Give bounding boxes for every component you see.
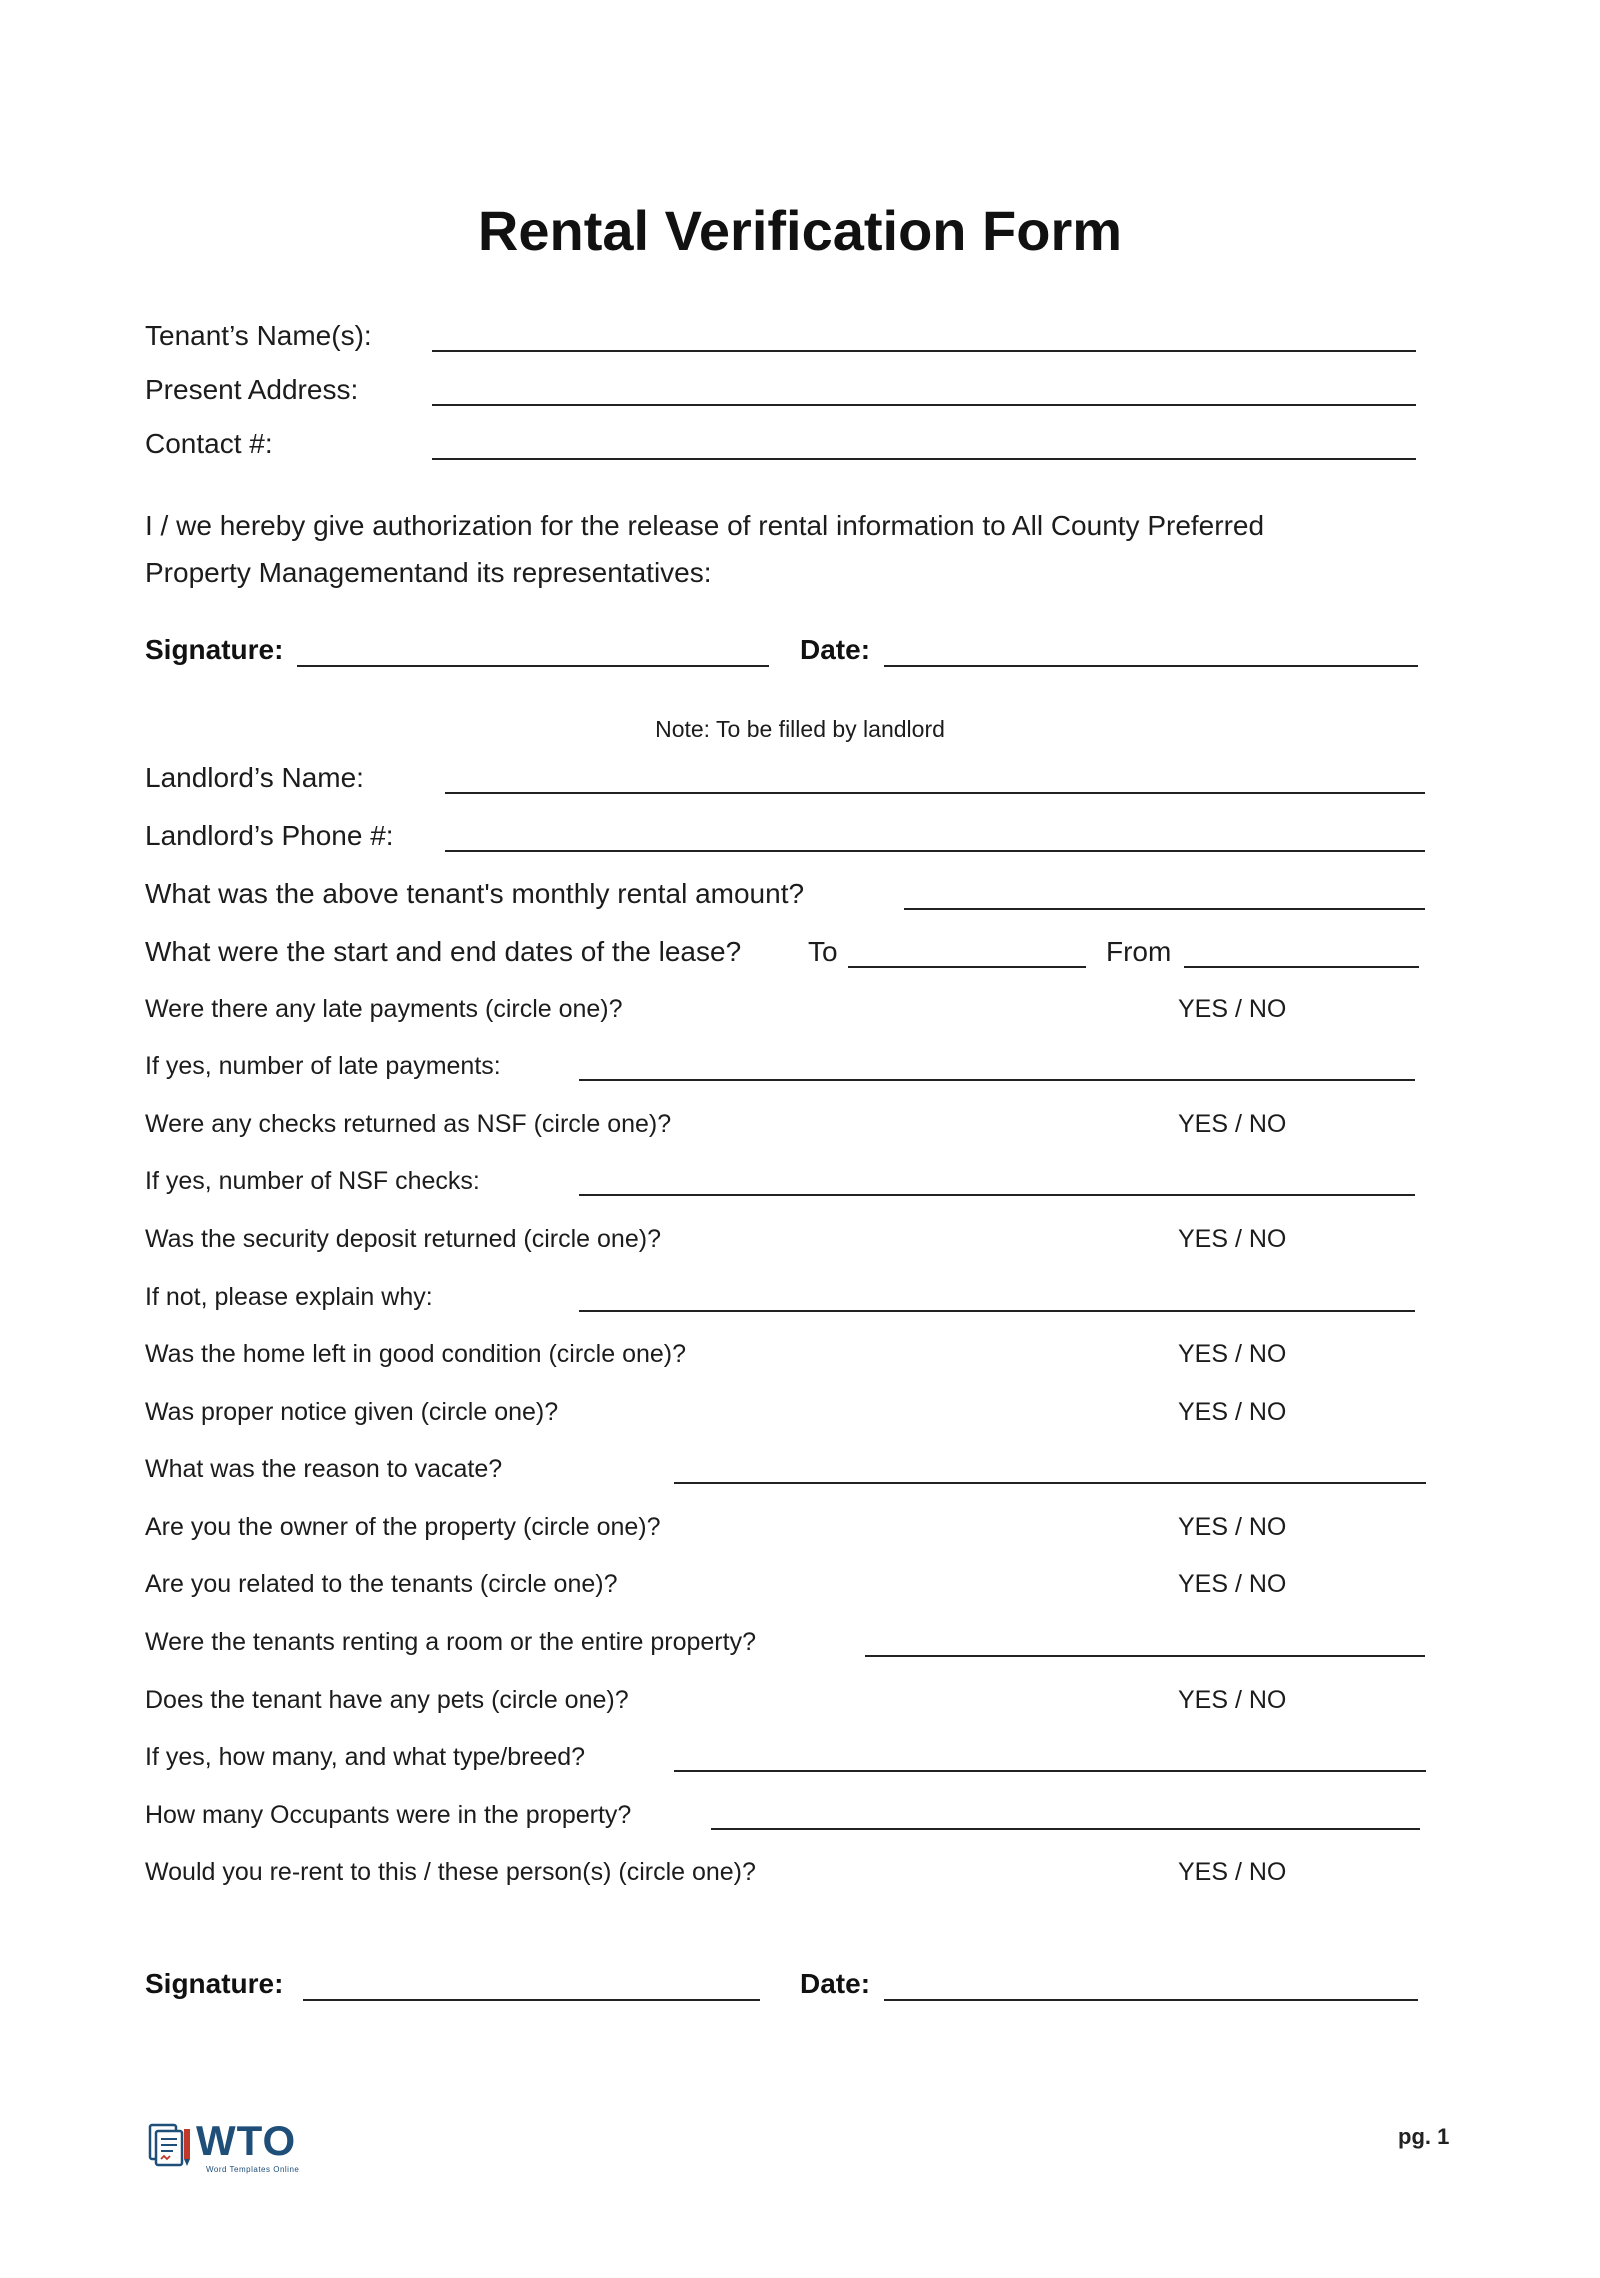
landlord-note: Note: To be filled by landlord [655,716,945,742]
landlord-phone-label: Landlord’s Phone #: [145,820,394,851]
contact-label: Contact #: [145,428,273,459]
room-or-property-field[interactable] [865,1655,1425,1657]
landlord-name-field[interactable] [445,792,1425,794]
nsf-checks-yes-no[interactable]: YES / NO [1178,1110,1287,1138]
tenant-date-field[interactable] [884,665,1418,667]
page-title: Rental Verification Form [477,199,1123,262]
rent-amount-question: What was the above tenant's monthly rental amount? [145,878,805,909]
tenant-signature-field[interactable] [297,665,769,667]
lease-to-field[interactable] [848,966,1086,968]
pets-details-field[interactable] [674,1770,1426,1772]
vacate-reason-field[interactable] [674,1482,1426,1484]
authorization-text-line1: I / we hereby give authorization for the release of rental information to All County Preferred [145,510,1265,541]
lease-to-label: To [808,936,838,967]
deposit-explain-field[interactable] [579,1310,1415,1312]
present-address-field[interactable] [432,404,1416,406]
authorization-text-line2: Property Managementand its representatives: [145,557,712,588]
room-or-property-question: Were the tenants renting a room or the entire property? [145,1628,756,1656]
landlord-date-field[interactable] [884,1999,1418,2001]
vacate-reason-question: What was the reason to vacate? [145,1455,503,1483]
re-rent-yes-no[interactable]: YES / NO [1178,1858,1287,1886]
landlord-name-label: Landlord’s Name: [145,762,364,793]
present-address-label: Present Address: [145,374,359,405]
home-condition-question: Was the home left in good condition (circle one)? [145,1340,687,1368]
related-tenants-question: Are you related to the tenants (circle one)? [145,1570,618,1598]
logo-subtext: Word Templates Online [206,2165,300,2174]
rent-amount-field[interactable] [904,908,1425,910]
wto-logo [146,2119,336,2183]
nsf-count-question: If yes, number of NSF checks: [145,1167,480,1195]
page-number: pg. 1 [1398,2124,1450,2149]
landlord-phone-field[interactable] [445,850,1425,852]
related-tenants-yes-no[interactable]: YES / NO [1178,1570,1287,1598]
pets-yes-no[interactable]: YES / NO [1178,1686,1287,1714]
nsf-checks-question: Were any checks returned as NSF (circle one)? [145,1110,672,1138]
tenant-name-label: Tenant’s Name(s): [145,320,372,351]
lease-from-field[interactable] [1184,966,1419,968]
lease-dates-question: What were the start and end dates of the lease? [145,936,742,967]
property-owner-yes-no[interactable]: YES / NO [1178,1513,1287,1541]
date-label: Date: [800,634,871,665]
landlord-signature-field[interactable] [303,1999,760,2001]
landlord-date-label: Date: [800,1968,871,1999]
tenant-name-field[interactable] [432,350,1416,352]
proper-notice-yes-no[interactable]: YES / NO [1178,1398,1287,1426]
nsf-count-field[interactable] [579,1194,1415,1196]
occupants-question: How many Occupants were in the property? [145,1801,632,1829]
security-deposit-question: Was the security deposit returned (circle one)? [145,1225,661,1253]
deposit-explain-question: If not, please explain why: [145,1283,433,1311]
occupants-field[interactable] [711,1828,1420,1830]
re-rent-question: Would you re-rent to this / these person(s) (circle one)? [145,1858,756,1886]
pets-details-question: If yes, how many, and what type/breed? [145,1743,586,1771]
pets-question: Does the tenant have any pets (circle one)? [145,1686,629,1714]
home-condition-yes-no[interactable]: YES / NO [1178,1340,1287,1368]
late-payments-question: Were there any late payments (circle one)? [145,995,623,1023]
late-payments-yes-no[interactable]: YES / NO [1178,995,1287,1023]
lease-from-label: From [1106,936,1172,967]
late-payments-count-field[interactable] [579,1079,1415,1081]
property-owner-question: Are you the owner of the property (circle one)? [145,1513,661,1541]
landlord-signature-label: Signature: [145,1968,284,1999]
late-payments-count-question: If yes, number of late payments: [145,1052,501,1080]
logo-text: WTO [196,2117,297,2164]
security-deposit-yes-no[interactable]: YES / NO [1178,1225,1287,1253]
signature-label: Signature: [145,634,284,665]
proper-notice-question: Was proper notice given (circle one)? [145,1398,559,1426]
contact-field[interactable] [432,458,1416,460]
